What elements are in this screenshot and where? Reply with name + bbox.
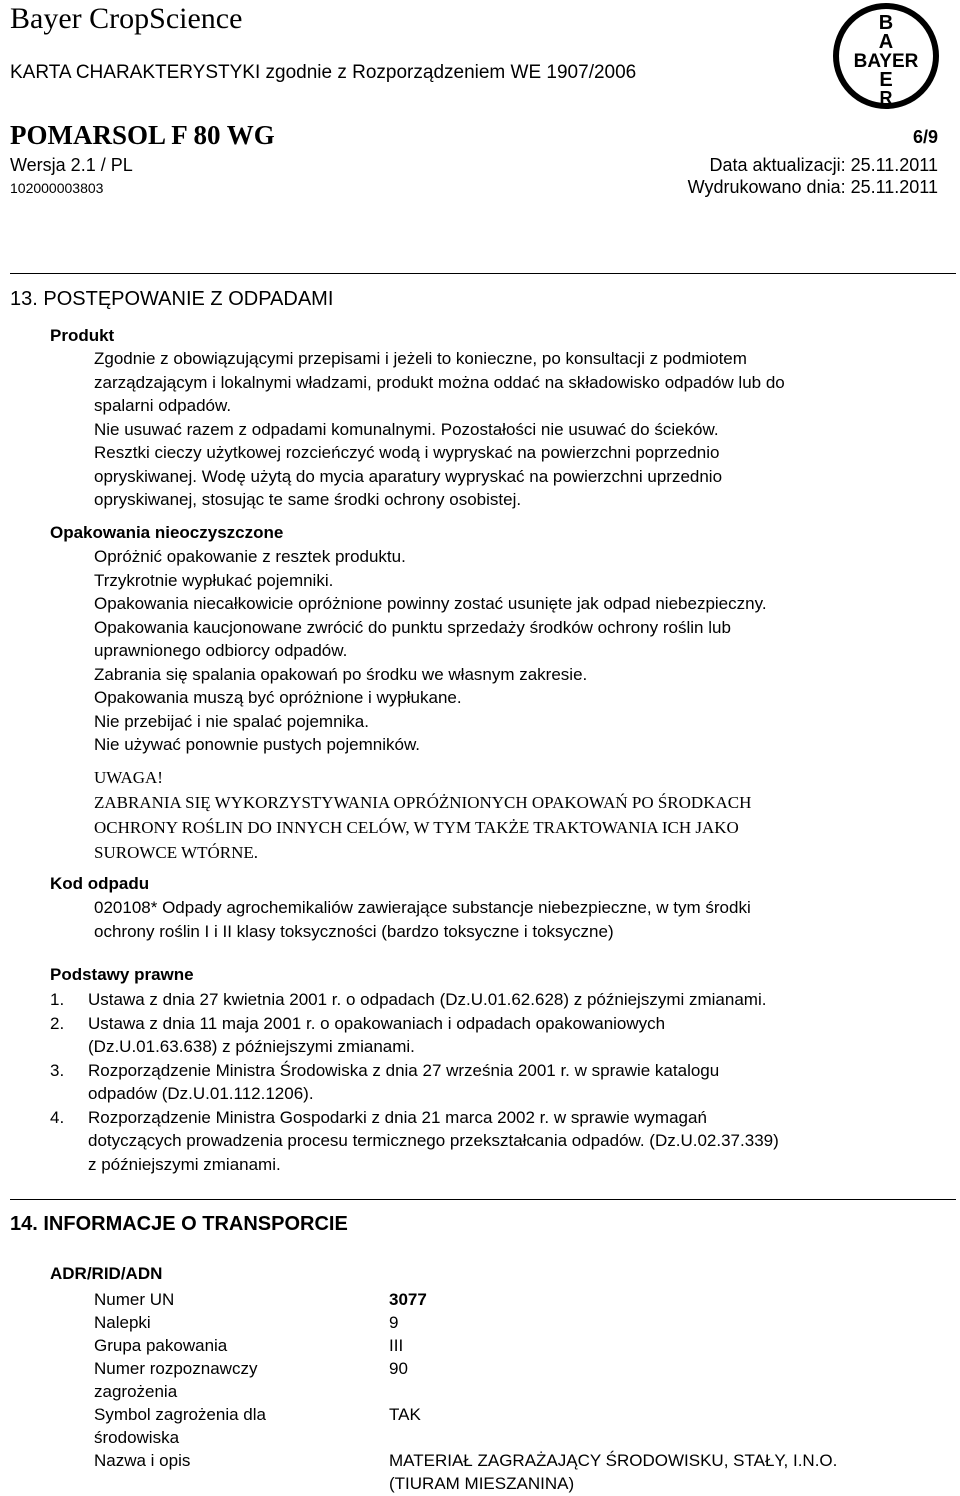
- transport-key: [94, 1288, 389, 1311]
- transport-key: [94, 1403, 389, 1449]
- value-line: 9: [389, 1313, 399, 1332]
- text-line: spalarni odpadów.: [94, 396, 232, 415]
- item-text: Rozporządzenie Ministra Gospodarki z dnia 21 marca 2002 r. w sprawie wymagań: [88, 1107, 707, 1127]
- adr-heading: ADR/RID/ADN: [50, 1264, 163, 1283]
- text-line: opryskiwanej. Wodę użytą do mycia aparatury wypryskać na powierzchni uprzednio: [94, 466, 723, 486]
- text-line: ochrony roślin I i II klasy toksyczności (bardzo toksyczne i toksyczne): [94, 921, 614, 941]
- item-number: 1.: [50, 990, 65, 1009]
- transport-table: [94, 1288, 949, 1495]
- section-13-title: 13. POSTĘPOWANIE Z ODPADAMI: [10, 288, 334, 310]
- opakowania-text: [94, 545, 934, 757]
- transport-row: [94, 1403, 949, 1449]
- key-line: Nazwa i opis: [94, 1451, 191, 1470]
- text-line: Opakowania niecałkowicie opróżnione powinny zostać usunięte jak odpad niebezpieczny.: [94, 594, 767, 613]
- legal-item: [50, 1106, 920, 1177]
- item-text: (Dz.U.01.63.638) z późniejszymi zmianami.: [88, 1037, 415, 1056]
- logo-letter: A: [878, 31, 894, 53]
- value-line: 90: [389, 1359, 408, 1378]
- value-line: (TIURAM MIESZANINA): [389, 1474, 575, 1493]
- transport-key: [94, 1311, 389, 1334]
- transport-row: [94, 1357, 949, 1403]
- section-divider: [10, 1199, 956, 1200]
- bayer-cross-logo: [832, 2, 940, 110]
- item-number: 4.: [50, 1107, 65, 1127]
- key-line: Symbol zagrożenia dla: [94, 1405, 266, 1424]
- text-line: Nie usuwać razem z odpadami komunalnymi. Pozostałości nie usuwać do ścieków.: [94, 419, 719, 439]
- produkt-heading: Produkt: [50, 326, 115, 345]
- warning-line: OCHRONY ROŚLIN DO INNYCH CELÓW, W TYM TAKŻE TRAKTOWANIA ICH JAKO: [94, 818, 739, 837]
- text-line: Opróżnić opakowanie z resztek produktu.: [94, 547, 406, 566]
- transport-row: [94, 1334, 949, 1357]
- legal-item: [50, 988, 920, 1012]
- text-line: Zabrania się spalania opakowań po środku we własnym zakresie.: [94, 664, 588, 684]
- warning-line: ZABRANIA SIĘ WYKORZYSTYWANIA OPRÓŻNIONYCH OPAKOWAŃ PO ŚRODKACH: [94, 793, 752, 812]
- transport-row: [94, 1311, 949, 1334]
- warning-block: [94, 765, 914, 865]
- kod-heading: Kod odpadu: [50, 874, 150, 893]
- warning-label: UWAGA!: [94, 768, 163, 787]
- item-text: odpadów (Dz.U.01.112.1206).: [88, 1084, 314, 1103]
- legal-item: [50, 1012, 920, 1059]
- value-line: MATERIAŁ ZAGRAŻAJĄCY ŚRODOWISKU, STAŁY, I.N.O.: [389, 1451, 838, 1470]
- transport-key: [94, 1334, 389, 1357]
- produkt-text: [94, 347, 934, 512]
- transport-key: [94, 1449, 389, 1495]
- transport-value: [389, 1334, 949, 1357]
- item-text: Ustawa z dnia 11 maja 2001 r. o opakowaniach i odpadach opakowaniowych: [88, 1013, 666, 1033]
- section-14-title: 14. INFORMACJE O TRANSPORCIE: [10, 1213, 348, 1235]
- version: Wersja 2.1 / PL: [10, 155, 133, 175]
- item-number: 2.: [50, 1013, 65, 1033]
- podstawy-heading: Podstawy prawne: [50, 965, 194, 984]
- transport-value: [389, 1449, 949, 1495]
- logo-letter: E: [879, 69, 893, 91]
- key-line: środowiska: [94, 1428, 180, 1447]
- opakowania-heading: Opakowania nieoczyszczone: [50, 523, 284, 542]
- text-line: 020108* Odpady agrochemikaliów zawierające substancje niebezpieczne, w tym środki: [94, 898, 751, 917]
- transport-row: [94, 1449, 949, 1495]
- text-line: Nie używać ponownie pustych pojemników.: [94, 735, 421, 754]
- text-line: opryskiwanej, stosując te same środki ochrony osobistej.: [94, 490, 522, 509]
- key-line: Numer UN: [94, 1290, 175, 1309]
- transport-value: [389, 1357, 949, 1403]
- text-line: Opakowania muszą być opróżnione i wypłukane.: [94, 688, 462, 707]
- text-line: Opakowania kaucjonowane zwrócić do punktu sprzedaży środków ochrony roślin lub: [94, 617, 731, 637]
- update-date: Data aktualizacji: 25.11.2011: [709, 155, 938, 175]
- text-line: zarządzającym i lokalnymi władzami, produkt można oddać na składowisko odpadów lub do: [94, 372, 785, 392]
- transport-value: [389, 1311, 949, 1334]
- value-line: III: [389, 1336, 404, 1355]
- warning-line: SUROWCE WTÓRNE.: [94, 843, 259, 862]
- logo-letter: R: [879, 88, 893, 108]
- key-line: zagrożenia: [94, 1382, 178, 1401]
- page-number: 6/9: [912, 127, 938, 147]
- key-line: Grupa pakowania: [94, 1336, 228, 1355]
- transport-value: [389, 1288, 949, 1311]
- logo-horizontal: BAYER: [853, 51, 919, 72]
- text-line: Nie przebijać i nie spalać pojemnika.: [94, 711, 369, 731]
- text-line: Trzykrotnie wypłukać pojemniki.: [94, 570, 334, 590]
- text-line: Zgodnie z obowiązującymi przepisami i jeżeli to konieczne, po konsultacji z podmiotem: [94, 349, 747, 368]
- logo-letter: B: [878, 12, 894, 34]
- value-line: 3077: [389, 1290, 427, 1309]
- value-line: TAK: [389, 1405, 421, 1424]
- header-divider: [10, 273, 956, 274]
- item-text: Rozporządzenie Ministra Środowiska z dnia 27 września 2001 r. w sprawie katalogu: [88, 1060, 720, 1080]
- item-text: dotyczących prowadzenia procesu termicznego przekształcania odpadów. (Dz.U.02.37.339): [88, 1131, 779, 1150]
- item-text: Ustawa z dnia 27 kwietnia 2001 r. o odpadach (Dz.U.01.62.628) z późniejszymi zmianami.: [88, 990, 767, 1009]
- legal-basis-list: [50, 988, 920, 1176]
- item-text: z późniejszymi zmianami.: [88, 1154, 281, 1174]
- print-date: Wydrukowano dnia: 25.11.2011: [687, 177, 938, 197]
- text-line: uprawnionego odbiorcy odpadów.: [94, 641, 348, 660]
- company-name: Bayer CropScience: [10, 2, 243, 35]
- item-number: 3.: [50, 1060, 65, 1080]
- product-name: POMARSOL F 80 WG: [10, 120, 275, 150]
- transport-row: [94, 1288, 949, 1311]
- transport-key: [94, 1357, 389, 1403]
- key-line: Nalepki: [94, 1313, 151, 1332]
- legal-item: [50, 1059, 920, 1106]
- kod-text: [94, 896, 934, 943]
- key-line: Numer rozpoznawczy: [94, 1359, 258, 1378]
- document-type: KARTA CHARAKTERYSTYKI zgodnie z Rozporządzeniem WE 1907/2006: [10, 62, 637, 83]
- document-code: 102000003803: [10, 180, 104, 196]
- transport-value: [389, 1403, 949, 1449]
- text-line: Resztki cieczy użytkowej rozcieńczyć wodą i wypryskać na powierzchni poprzednio: [94, 443, 720, 462]
